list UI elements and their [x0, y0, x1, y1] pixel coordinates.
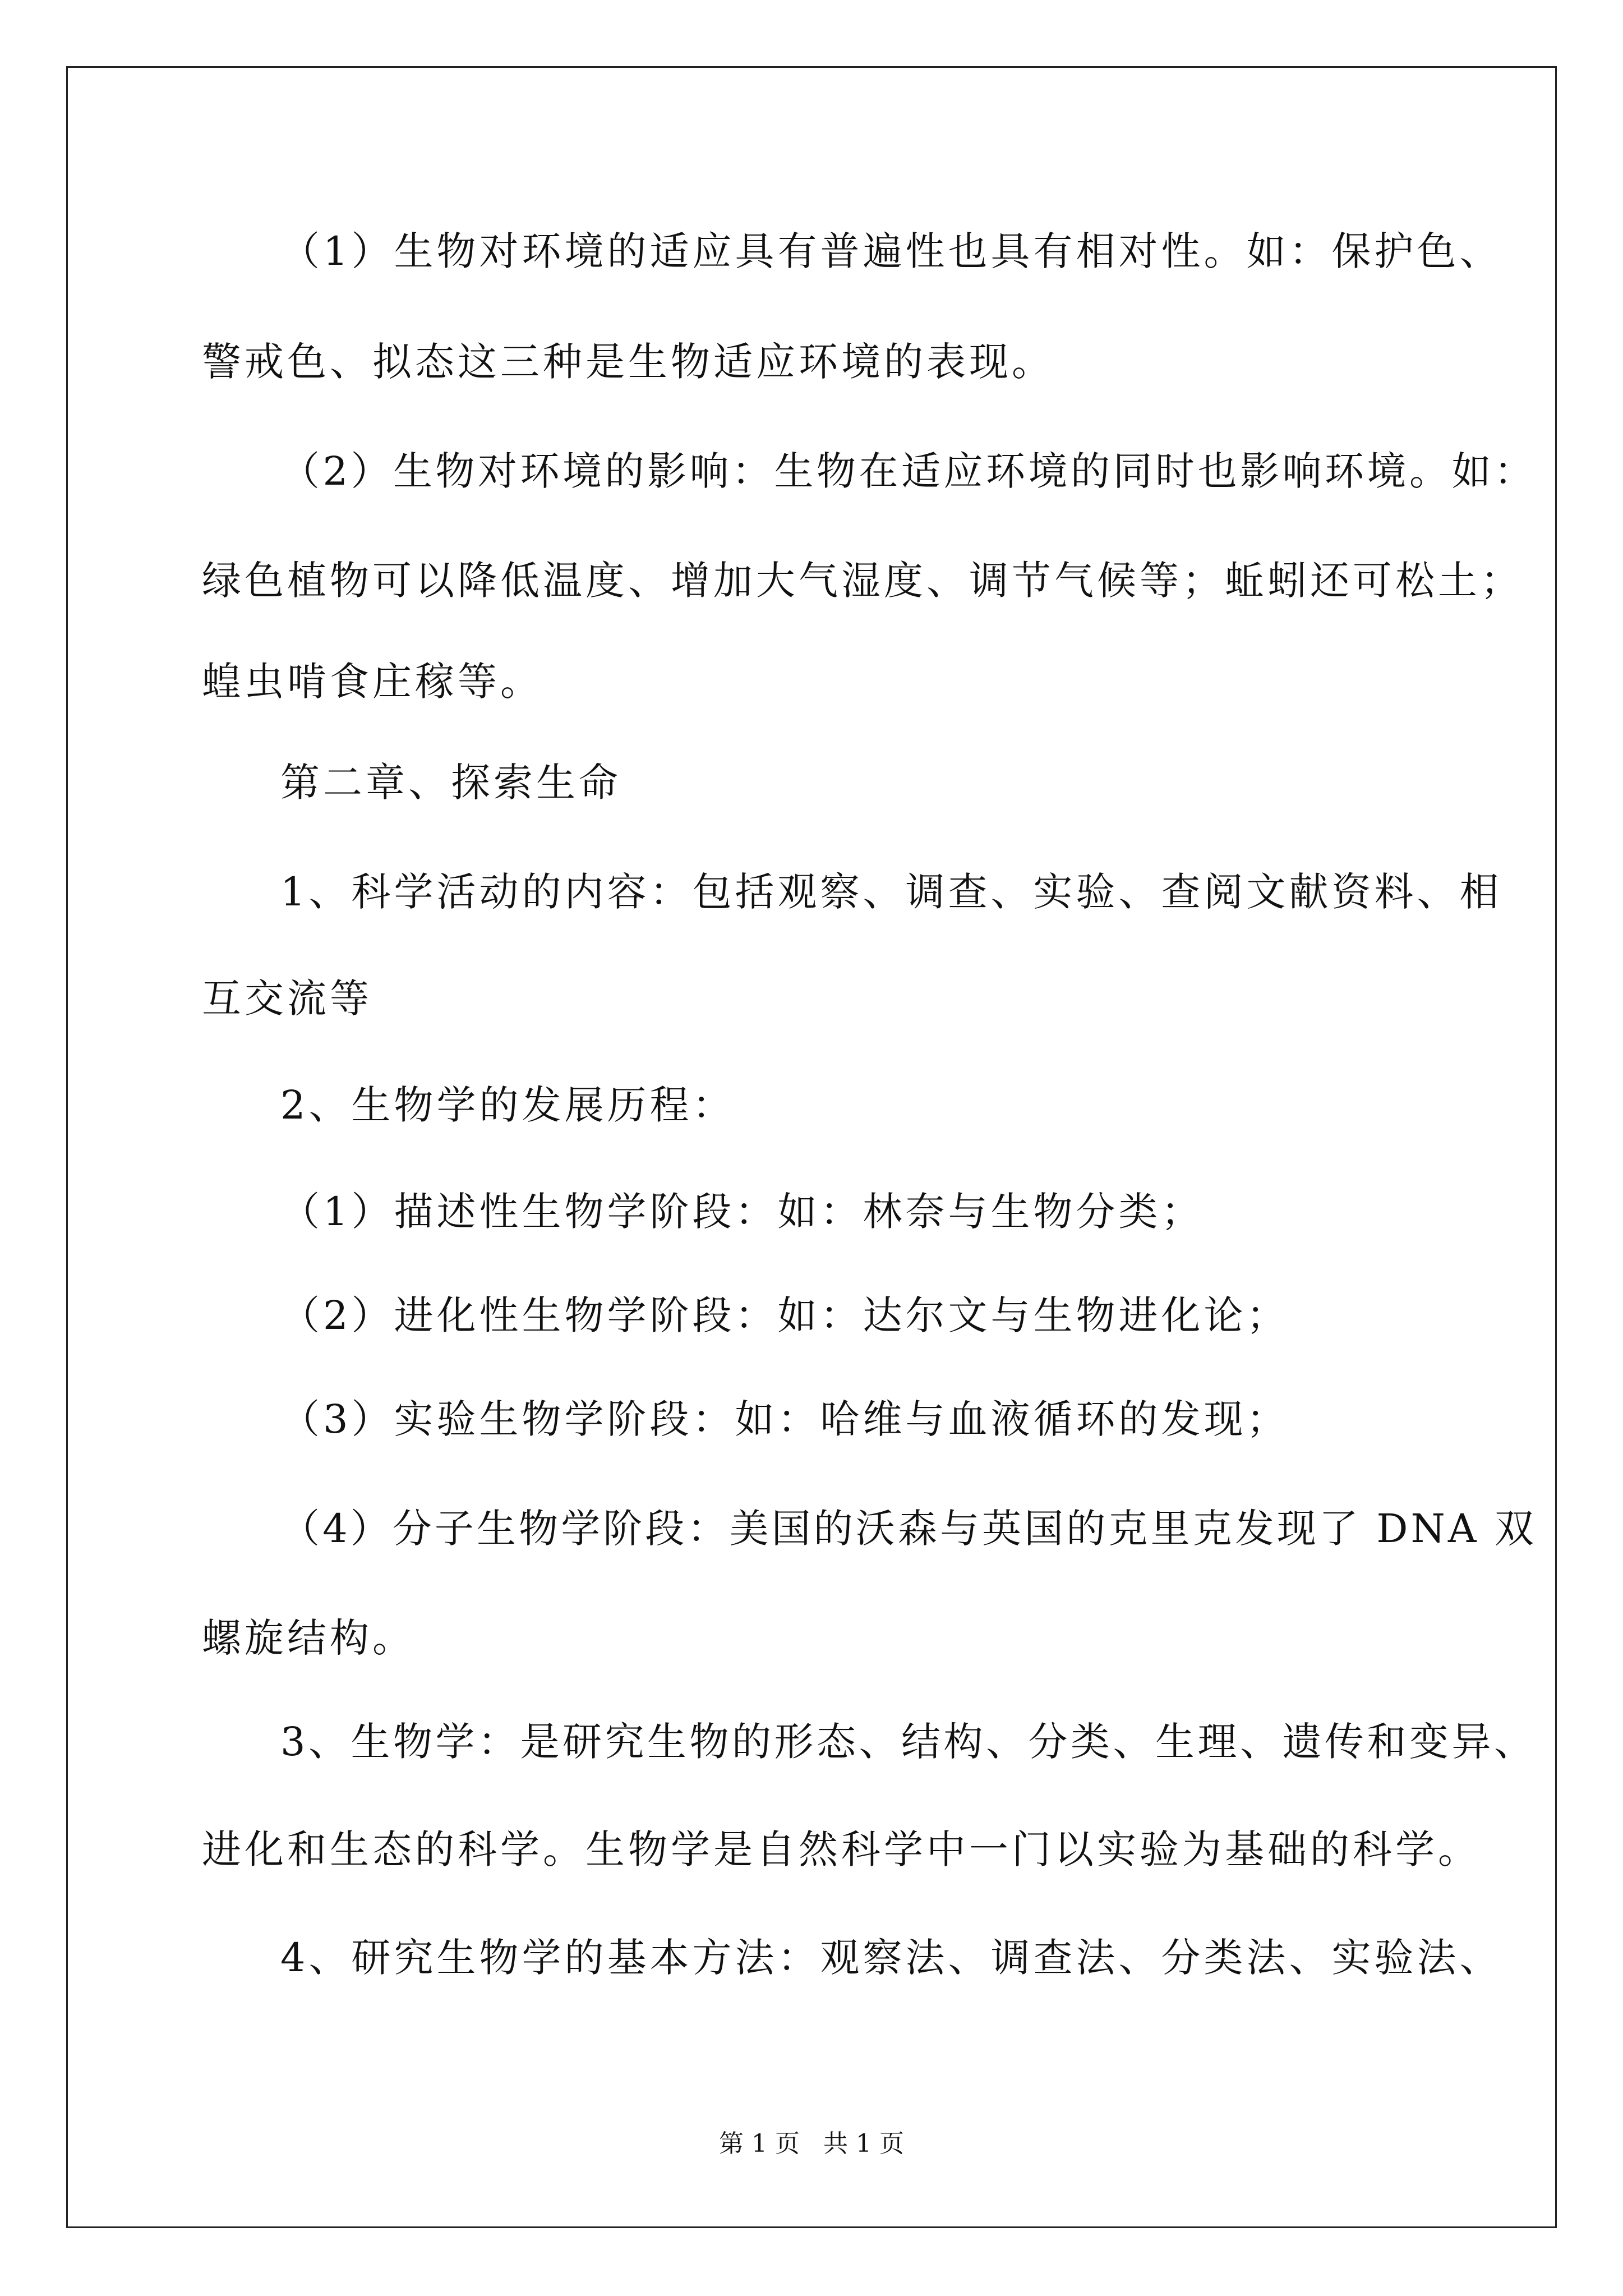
list-item: （1）描述性生物学阶段：如：林奈与生物分类；: [280, 1189, 1204, 1235]
paragraph-line: （2）生物对环境的影响：生物在适应环境的同时也影响环境。如：: [280, 448, 1537, 494]
list-item: （3）实验生物学阶段：如：哈维与血液循环的发现；: [280, 1396, 1289, 1442]
paragraph-line: 进化和生态的科学。生物学是自然科学中一门以实验为基础的科学。: [202, 1826, 1481, 1872]
paragraph-line: 4、研究生物学的基本方法：观察法、调查法、分类法、实验法、: [280, 1935, 1502, 1981]
paragraph-line: 1、科学活动的内容：包括观察、调查、实验、查阅文献资料、相: [280, 869, 1502, 915]
paragraph-line: 蝗虫啃食庄稼等。: [202, 659, 543, 705]
paragraph-line: （1）生物对环境的适应具有普遍性也具有相对性。如：保护色、: [280, 228, 1502, 274]
page-border: [66, 66, 1557, 2228]
paragraph-line: 2、生物学的发展历程：: [280, 1082, 735, 1128]
paragraph-line: 警戒色、拟态这三种是生物适应环境的表现。: [202, 339, 1054, 385]
paragraph-line: 互交流等: [202, 976, 372, 1022]
paragraph-line: 绿色植物可以降低温度、增加大气湿度、调节气候等；蚯蚓还可松土；: [202, 558, 1523, 604]
section-heading: 第二章、探索生命: [280, 760, 621, 806]
page-number-footer: 第 1 页 共 1 页: [719, 2129, 904, 2158]
list-item: （4）分子生物学阶段：美国的沃森与英国的克里克发现了 DNA 双: [280, 1506, 1537, 1552]
paragraph-line: 螺旋结构。: [202, 1615, 415, 1661]
list-item: （2）进化性生物学阶段：如：达尔文与生物进化论；: [280, 1292, 1289, 1338]
paragraph-line: 3、生物学：是研究生物的形态、结构、分类、生理、遗传和变异、: [280, 1719, 1537, 1765]
